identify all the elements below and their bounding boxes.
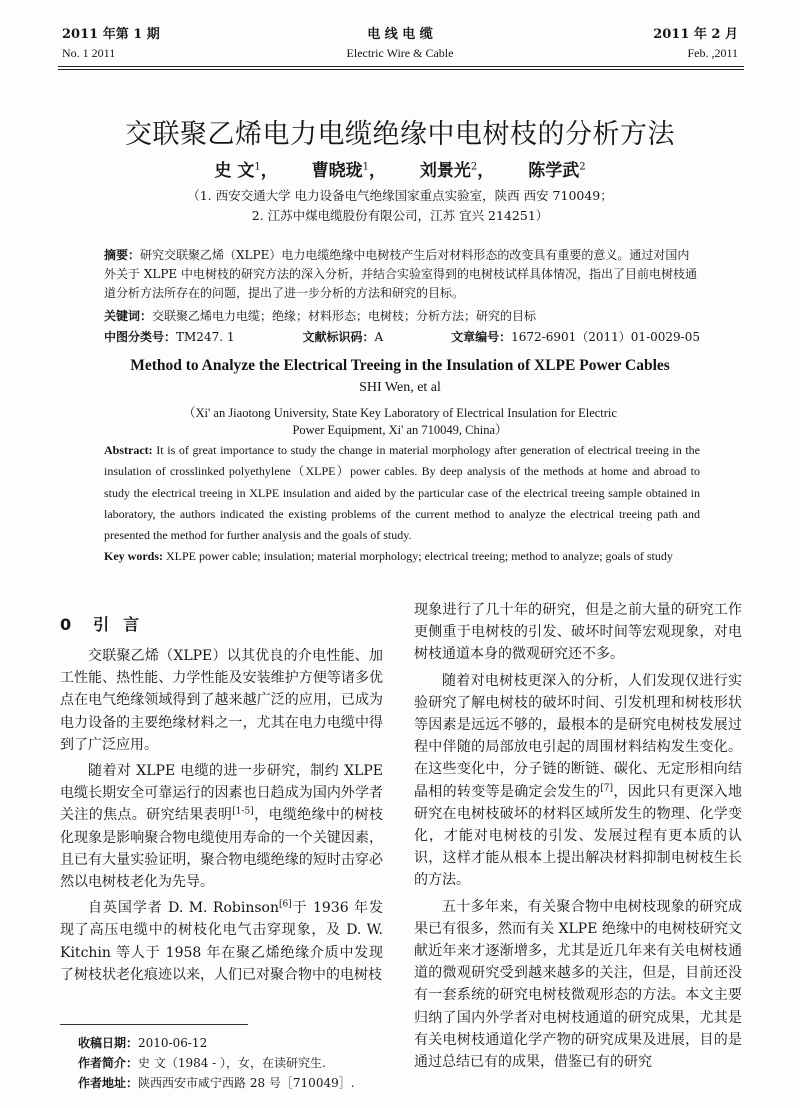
paragraph: 现象进行了几十年的研究，但是之前大量的研究工作更侧重于电树枝的引发、破坏时间等宏观现象，对电树枝通道本身的微观研究还不多。	[414, 602, 742, 663]
left-column	[60, 645, 383, 986]
footnote-received: 收稿日期：2010-06-12	[78, 1036, 208, 1050]
section-heading: 0 引 言	[60, 615, 140, 634]
clc-number: 中图分类号：TM247. 1	[104, 330, 235, 344]
paper-title-en: Method to Analyze the Electrical Treeing in the Insulation of XLPE Power Cables	[130, 357, 670, 374]
issue-zh: 2011 年第 1 期	[62, 27, 160, 42]
issue-en: No. 1 2011	[62, 46, 116, 60]
abstract-zh-text: 研究交联聚乙烯（XLPE）电力电缆绝缘中电树枝产生后对材料形态的改变具有重要的意义。通过对国内外关于 XLPE 中电树枝的研究方法的深入分析，并结合实验室得到的电树枝试样具体情况，指出了目前电树枝通道分析方法所存在的问题，提出了进一步分析的方法和研究的目标。	[104, 248, 697, 300]
journal-en: Electric Wire & Cable	[346, 46, 454, 60]
footnote-author-bio: 作者简介：史 文（1984 - ），女，在读研究生.	[78, 1056, 326, 1070]
paragraph: 自英国学者 D. M. Robinson[6]于 1936 年发现了高压电缆中的树枝化电气击穿现象，及 D. W. Kitchin 等人于 1958 年在聚乙烯绝缘介质中发现了树枝状老化痕迹以来，人们已对聚合物中的电树枝	[60, 899, 383, 983]
paragraph: 随着对电树枝更深入的分析，人们发现仅进行实验研究了解电树枝的破坏时间、引发机理和树枝形状等因素是远远不够的，最根本的是研究电树枝发展过程中伴随的局部放电引起的周围材料结构发生变化。在这些变化中，分子链的断链、碳化、无定形相向结晶相的转变等是确定会发生的[7]，因此只有更深入地研究在电树枝破坏的材料区域所发生的物理、化学变化，才能对电树枝的引发、发展过程有更本质的认识，这样才能从根本上提出解决材料抑制电树枝生长的方法。	[414, 672, 743, 889]
date-en: Feb. ,2011	[687, 46, 738, 60]
journal-zh: 电 线 电 缆	[367, 27, 433, 42]
affiliation-en-2: Power Equipment, Xi' an 710049, China）	[292, 423, 508, 437]
classification-row	[104, 328, 700, 345]
abstract-zh-label: 摘要：	[104, 248, 141, 262]
author: 陈学武$^2$	[528, 161, 586, 181]
header-rule-thin	[58, 69, 744, 70]
affiliation-1: （1. 西安交通大学 电力设备电气绝缘国家重点实验室，陕西 西安 710049；	[187, 188, 613, 203]
author: 史 文$^1$，	[214, 161, 278, 181]
paragraph: 随着对 XLPE 电缆的进一步研究，制约 XLPE 电缆长期安全可靠运行的因素也日趋成为国内外学者关注的焦点。研究结果表明[1-5]，电缆绝缘中的树枝化现象是影响聚合物电缆使用寿命的一个关键因素，且已有大量实验证明，聚合物电缆绝缘的短时击穿必然以电树枝老化为先导。	[60, 763, 384, 891]
article-number: 文章编号：1672-6901（2011）01-0029-05	[451, 330, 700, 344]
abstract-zh	[104, 246, 700, 303]
paragraph: 五十多年来，有关聚合物中电树枝现象的研究成果已有很多，然而有关 XLPE 绝缘中的电树枝研究文献近年来才逐渐增多，尤其是近几年来有关电树枝通道的微观研究受到越来越多的关注，但是，目前还没有一套系统的研究电树枝微观形态的方法。本文主要归纳了国内外学者对电树枝通道的研究成果，尤其是有关电树枝通道化学产物的研究成果及进展，目的是通过总结已有的成果，借鉴已有的研究	[414, 898, 742, 1071]
header-right	[653, 26, 738, 62]
section-number: 0	[60, 615, 72, 634]
abstract-en-text: It is of great importance to study the change in material morphology after generation of electrical treeing in the insulation of crosslinked polyethylene（XLPE）power cables. By deep analysis of the methods at home and abroad to study the electrical treeing in XLPE insulation and aided by the particular case of the electrical treeing sample obtained in laboratory, the authors indicated the existing problems of the current method to analyze the electrical treeing path and presented the method for further analysis and the goals of study.	[104, 443, 700, 543]
citation: [6]	[278, 899, 292, 910]
keywords-zh-text: 交联聚乙烯电力电缆；绝缘；材料形态；电树枝；分析方法；研究的目标	[152, 309, 537, 323]
affiliation-en-1: （Xi' an Jiaotong University, State Key Laboratory of Electrical Insulation for Electric	[183, 406, 617, 420]
abstract-en	[104, 440, 700, 568]
affiliation-2: 2. 江苏中煤电缆股份有限公司，江苏 宜兴 214251）	[251, 208, 549, 223]
keywords-zh-label: 关键词：	[104, 309, 153, 323]
author: 曹晓珑$^1$，	[311, 161, 386, 181]
paper-title: 交联聚乙烯电力电缆绝缘中电树枝的分析方法	[125, 119, 675, 150]
citation: [7]	[600, 782, 614, 793]
keywords-en-text: XLPE power cable; insulation; material morphology; electrical treeing; method to analyze; goals of study	[166, 549, 673, 564]
author-list	[0, 156, 800, 181]
keywords-zh	[104, 307, 700, 326]
abstract-en-label: Abstract:	[104, 443, 153, 457]
document-code: 文献标识码：A	[302, 330, 384, 344]
footnote-address: 作者地址：陕西西安市咸宁西路 28 号［710049］.	[78, 1076, 355, 1090]
authors-en: SHI Wen, et al	[359, 380, 441, 395]
header-rule	[58, 66, 744, 67]
keywords-en-label: Key words:	[104, 549, 163, 564]
footnote-rule	[60, 1024, 248, 1025]
author: 刘景光$^2$，	[419, 161, 495, 181]
date-zh: 2011 年 2 月	[653, 27, 738, 42]
citation: [1-5]	[232, 806, 254, 817]
paragraph: 交联聚乙烯（XLPE）以其优良的介电性能、加工性能、热性能、力学性能及安装维护方便等诸多优点在电气绝缘领域得到了越来越广泛的应用，已成为电力设备的主要绝缘材料之一，尤其在电力电缆中得到了广泛应用。	[60, 648, 383, 753]
right-column	[414, 599, 742, 1073]
